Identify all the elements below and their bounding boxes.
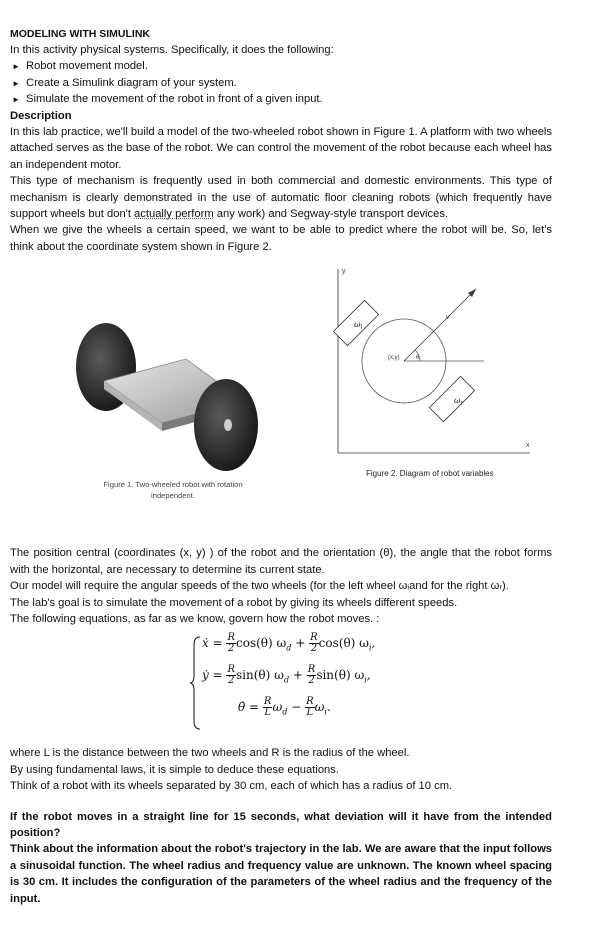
state-paragraph-2: Our model will require the angular speeds of the two wheels (for the left wheel ωᵢand for the right ωᵣ).: [10, 580, 509, 593]
y-axis-label: y: [342, 268, 346, 276]
after-equation-paragraph-2: By using fundamental laws, it is simple to deduce these equations.: [10, 763, 339, 776]
spellcheck-underlined-text: actually perform: [134, 208, 214, 221]
figure-2-caption: Figure 2. Diagram of robot variables: [366, 469, 494, 479]
figures-area: [10, 255, 552, 545]
svg-text:ωl: $\omega_l$: [354, 320, 363, 332]
state-paragraph-3: The lab's goal is to simulate the movement of a robot by giving its wheels different speeds.: [10, 596, 458, 609]
center-label: (x,y): [388, 355, 400, 362]
velocity-label: v: [446, 314, 450, 322]
question-2: Think about the information about the robot's trajectory in the lab. We are aware that the input follows a sinusoidal function. The wheel radius and frequency value are unknown. The known wheel spacing is 30 cm. It includes the configuration of the parameters of the wheel radius and the frequency of the input.: [10, 843, 552, 905]
description-paragraph-2: This type of mechanism is frequently used in both commercial and domestic environments. This type of mechanism is clearly demonstrated in the use of automatic floor cleaning robots (which frequently have support wheels but don't actually perform any work) and Segway-style transport devices.: [10, 175, 552, 221]
question-1: If the robot moves in a straight line for 15 seconds, what deviation will it have from the intended position?: [10, 810, 552, 839]
description-paragraph-3: When we give the wheels a certain speed, we want to be able to predict where the robot will be. So, let's think about the coordinate system shown in Figure 2.: [10, 224, 552, 253]
intro-text: In this activity physical systems. Specifically, it does the following:: [10, 44, 334, 56]
state-paragraph-4: The following equations, as far as we know, govern how the robot moves. :: [10, 612, 380, 625]
theta-label: θ: [416, 355, 420, 362]
bullet-triangle-icon: ►: [12, 78, 20, 88]
bullet-triangle-icon: ►: [12, 62, 20, 72]
description-heading: Description: [10, 109, 72, 122]
after-equation-paragraph-1: where L is the distance between the two wheels and R is the radius of the wheel.: [10, 747, 410, 760]
omega-left-label: ω: [354, 320, 361, 330]
list-item: ► Simulate the movement of the robot in front of a given input.: [10, 91, 552, 107]
document-page: [10, 26, 552, 907]
figure-1-robot-image: [66, 321, 266, 481]
list-item: ► Create a Simulink diagram of your system.: [10, 75, 552, 91]
equation-brace-icon: [190, 635, 202, 731]
objectives-list: [10, 58, 552, 107]
omega-right-label: ω: [454, 396, 461, 406]
bullet-triangle-icon: ►: [12, 95, 20, 105]
equation-x-dot: ẋ = $\frac{R}{2}$ cos(θ) $\omega_d$ + $\frac{R}{2}$ cos(θ) $\omega_i$,: [202, 632, 376, 655]
figure-1-caption: Figure 1. Two-wheeled robot with rotation independent.: [103, 480, 243, 501]
list-item: ► Robot movement model.: [10, 58, 552, 74]
state-paragraph-1: The position central (coordinates (x, y) ) of the robot and the orientation (θ), the angle that the robot forms with the horizontal, are necessary to determine its current state.: [10, 547, 552, 576]
page-title: MODELING WITH SIMULINK: [10, 28, 150, 40]
description-paragraph-1: In this lab practice, we'll build a model of the two-wheeled robot shown in Figure 1. A platform with two wheels attached serves as the base of the robot. We can control the movement of the robot because each wheel has an independent motor.: [10, 126, 552, 171]
x-axis-label: x: [526, 442, 530, 450]
equation-y-dot: ẏ = $\frac{R}{2}$ sin(θ) $\omega_d$ + $\frac{R}{2}$ sin(θ) $\omega_i$,: [202, 664, 371, 687]
figure-2-diagram: [316, 261, 546, 479]
equation-system: [10, 633, 552, 733]
equation-theta-dot: θ̇ = $\frac{R}{L}$ $\omega_d$ − $\frac{R}{L}$ $\omega_i$.: [238, 696, 331, 719]
svg-text:ωr: $\omega_r$: [454, 396, 464, 408]
after-equation-paragraph-3: Think of a robot with its wheels separated by 30 cm, each of which has a radius of 10 cm.: [10, 780, 453, 793]
